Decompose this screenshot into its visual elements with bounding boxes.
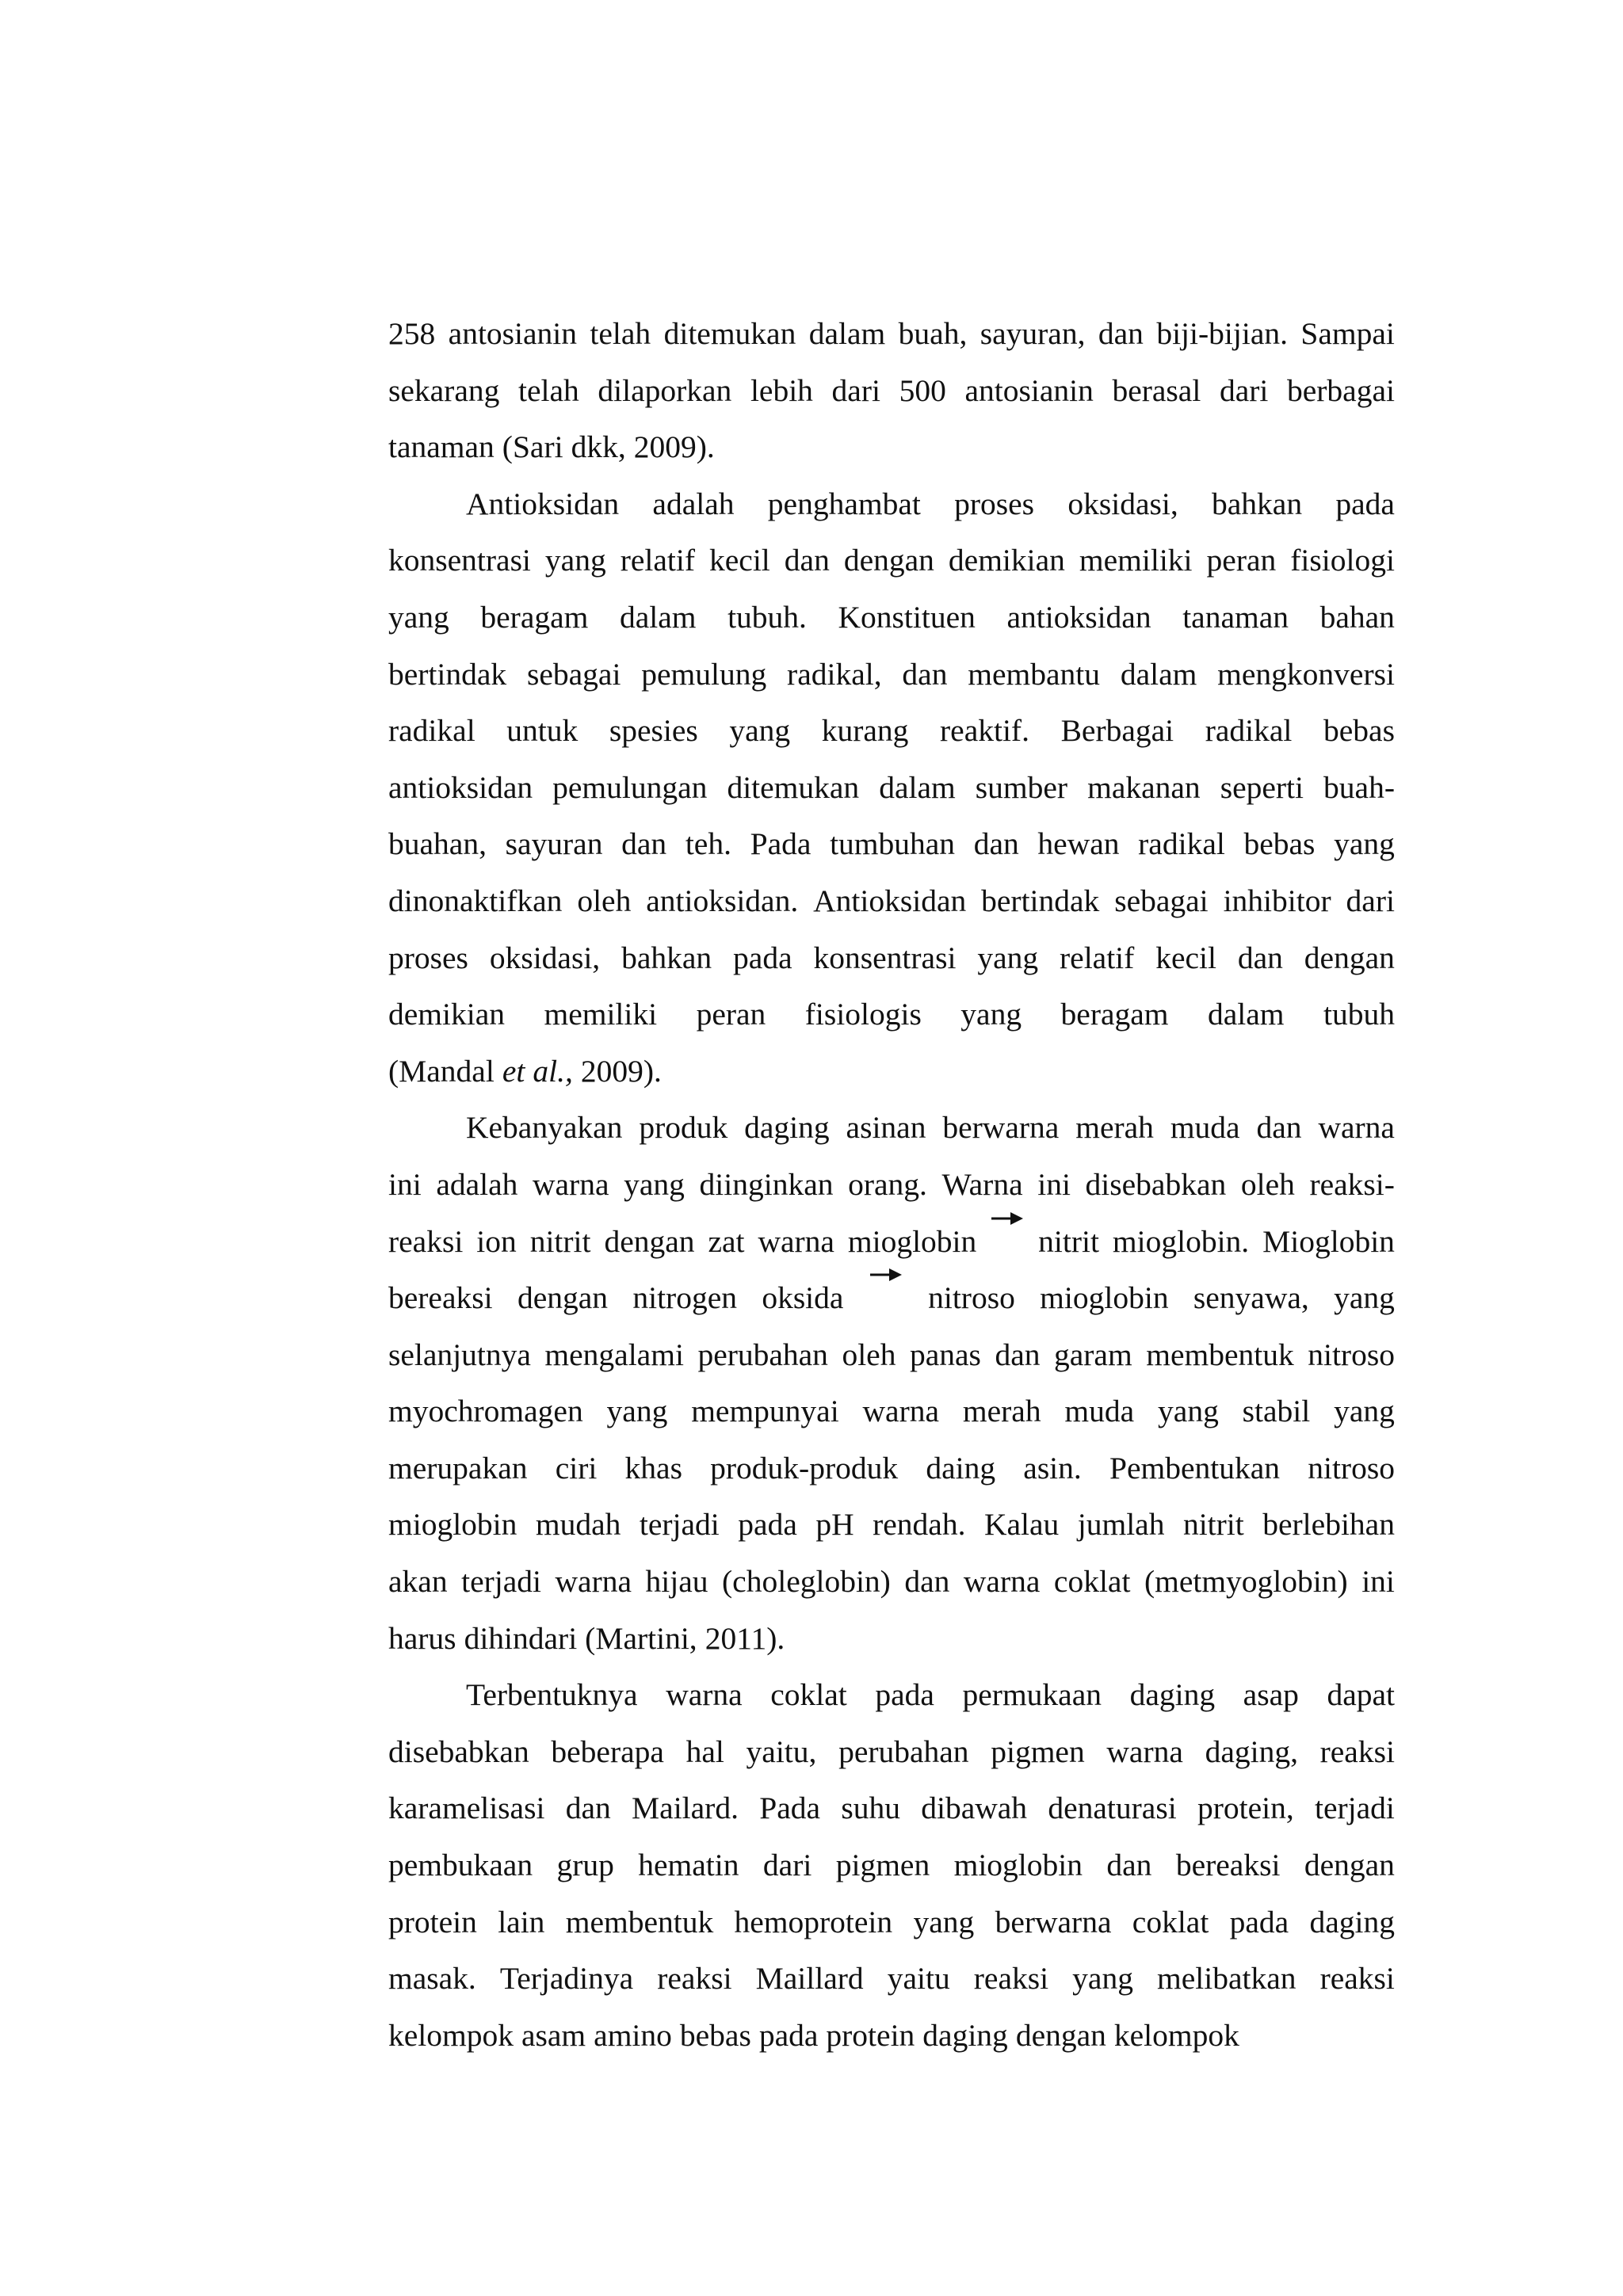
word: bahkan [621, 940, 712, 975]
word: adalah [436, 1166, 518, 1202]
word: dinonaktifkan [388, 883, 563, 918]
word: yang [544, 543, 606, 578]
body-text [388, 306, 1395, 2064]
word: mioglobin [1040, 1280, 1169, 1316]
word: antosianin [448, 316, 578, 351]
word: reaksi [657, 1961, 732, 1997]
text-line [388, 532, 1395, 589]
word: demikian [948, 543, 1065, 578]
word: berasal [1112, 372, 1201, 408]
word: asam [521, 2017, 586, 2053]
word: oksida [762, 1280, 844, 1316]
word: Antioksidan [466, 486, 620, 521]
word: pada [758, 2017, 819, 2053]
word: dan [1237, 940, 1283, 975]
word: (Mandal [388, 1053, 495, 1089]
word: ditemukan [663, 316, 796, 351]
word: kurang [821, 713, 909, 749]
word: bereaksi [1175, 1848, 1281, 1883]
word: radikal [388, 713, 475, 749]
word: daging [922, 2017, 1008, 2053]
word: mudah [535, 1507, 621, 1543]
word: Mioglobin [1262, 1223, 1395, 1259]
text-line [388, 363, 1395, 420]
word: daging, [1205, 1733, 1298, 1769]
word: dengan [517, 1280, 609, 1316]
word: reaksi [1319, 1733, 1395, 1769]
word: proses [954, 486, 1035, 521]
word: dalam [619, 599, 697, 635]
text-line [388, 703, 1395, 760]
word: Mailard. [632, 1791, 739, 1826]
word: disebabkan [1085, 1166, 1227, 1202]
word: relatif [620, 543, 696, 578]
word: perubahan [697, 1337, 828, 1372]
word: bebas [1323, 713, 1395, 749]
word: dalam [1208, 997, 1285, 1032]
word: berlebihan [1262, 1507, 1395, 1543]
word: demikian [388, 997, 505, 1032]
word: disebabkan [388, 1733, 529, 1769]
word: sayuran, [980, 316, 1086, 351]
word: karamelisasi [388, 1791, 545, 1826]
word: proses [388, 940, 468, 975]
text-line [388, 1667, 1395, 1724]
word: relatif [1060, 940, 1135, 975]
word: dari [1219, 372, 1269, 408]
word: yang [960, 997, 1022, 1032]
word: terjadi [1315, 1791, 1395, 1826]
word: Pada [759, 1791, 821, 1826]
word: membantu [968, 656, 1101, 692]
word: peran [1206, 543, 1277, 578]
text-line [388, 873, 1395, 930]
word: mioglobin [847, 1223, 977, 1259]
word: Terjadinya [499, 1961, 634, 1997]
word: buah- [1323, 769, 1395, 805]
word: dan [1106, 1848, 1152, 1883]
word: membentuk [1146, 1337, 1294, 1372]
word: amino [594, 2017, 672, 2053]
word: yang [1072, 1961, 1133, 1997]
word: Terbentuknya [466, 1677, 638, 1713]
word: daging [1309, 1904, 1395, 1939]
word: melibatkan [1157, 1961, 1296, 1997]
word: myochromagen [388, 1394, 583, 1429]
word: khas [624, 1450, 682, 1486]
word: senyawa, [1193, 1280, 1309, 1316]
word: al., [533, 1053, 573, 1089]
word: produk [639, 1110, 728, 1146]
word: mioglobin. [1112, 1223, 1250, 1259]
word: kecil [709, 543, 770, 578]
word: zat [708, 1223, 745, 1259]
word: bereaksi [388, 1280, 493, 1316]
word: pada [738, 1507, 797, 1543]
word: merah [1075, 1110, 1154, 1146]
word: dalam [1120, 656, 1197, 692]
word: dengan [1304, 1848, 1395, 1883]
word: radikal, [787, 656, 882, 692]
word: fisiologi [1290, 543, 1395, 578]
word: merah [962, 1394, 1041, 1429]
text-line [388, 1780, 1395, 1837]
word: makanan [1087, 769, 1201, 805]
text-line [388, 1214, 1395, 1271]
word: oksidasi, [1067, 486, 1178, 521]
word: yang [977, 940, 1039, 975]
word: reaksi- [1309, 1166, 1395, 1202]
word: oleh [842, 1337, 896, 1372]
word: suhu [841, 1791, 900, 1826]
text-line [388, 760, 1395, 817]
text-line [388, 306, 1395, 363]
word: dengan [1015, 2017, 1106, 2053]
word: dan [565, 1791, 611, 1826]
word: tubuh. [727, 599, 807, 635]
word: adalah [652, 486, 735, 521]
word: coklat [770, 1677, 847, 1713]
word: coklat [1053, 1564, 1131, 1600]
word: yaitu [887, 1961, 950, 1997]
word: ciri [555, 1450, 598, 1486]
word: reaktif. [940, 713, 1029, 749]
word: mioglobin [953, 1848, 1083, 1883]
word: pada [733, 940, 792, 975]
word: penghambat [767, 486, 921, 521]
word: kelompok [388, 2017, 514, 2053]
word: dengan [1304, 940, 1395, 975]
word: nitroso [928, 1280, 1015, 1316]
word: diinginkan [699, 1166, 834, 1202]
word: 258 [388, 316, 436, 351]
word: Pada [750, 826, 812, 862]
word: kecil [1155, 940, 1216, 975]
word: bebas [1243, 826, 1316, 862]
word: mempunyai [691, 1394, 839, 1429]
word: daging [1129, 1677, 1216, 1713]
word: dengan [843, 543, 934, 578]
word: hijau [645, 1564, 708, 1600]
text-line [388, 1554, 1395, 1611]
word: 500 [899, 372, 946, 408]
word: harus [388, 1620, 456, 1656]
word: pada [875, 1677, 934, 1713]
word: orang. [848, 1166, 927, 1202]
word: berwarna [942, 1110, 1060, 1146]
word: ini [388, 1166, 422, 1202]
word: tumbuhan [830, 826, 956, 862]
word: yang [1158, 1394, 1219, 1429]
word: Pembentukan [1109, 1450, 1281, 1486]
word: terjadi [461, 1564, 541, 1600]
word: warna [963, 1564, 1041, 1600]
word: (choleglobin) [722, 1564, 891, 1600]
word: garam [1054, 1337, 1132, 1372]
word: ditemukan [727, 769, 860, 805]
word: merupakan [388, 1450, 528, 1486]
word: pemulungan [552, 769, 708, 805]
text-line [388, 1951, 1395, 2008]
word: sebagai [1114, 883, 1209, 918]
word: pigmen [835, 1848, 930, 1883]
word: beragam [1060, 997, 1169, 1032]
word: sayuran [505, 826, 603, 862]
text-line [388, 1327, 1395, 1384]
word: akan [388, 1564, 448, 1600]
word: muda [1170, 1110, 1240, 1146]
word: memiliki [1079, 543, 1193, 578]
word: konsentrasi [388, 543, 531, 578]
word: teh. [685, 826, 731, 862]
word: ini [1361, 1564, 1395, 1600]
word: asin. [1023, 1450, 1082, 1486]
word: 2011). [705, 1620, 785, 1656]
word: (Martini, [585, 1620, 697, 1656]
word: Berbagai [1060, 713, 1174, 749]
word: perubahan [838, 1733, 969, 1769]
word: lebih [750, 372, 813, 408]
text-line [388, 986, 1395, 1043]
word: warna [1318, 1110, 1395, 1146]
word: lain [498, 1904, 545, 1939]
word: oksidasi, [489, 940, 601, 975]
word: dapat [1327, 1677, 1395, 1713]
text-line [388, 1894, 1395, 1951]
word: jumlah [1077, 1507, 1165, 1543]
word: Antioksidan [813, 883, 967, 918]
word: dalam [808, 316, 886, 351]
word: antosianin [964, 372, 1094, 408]
word: hematin [638, 1848, 739, 1883]
word: dari [762, 1848, 812, 1883]
word: warna [1106, 1733, 1183, 1769]
text-line [388, 1724, 1395, 1781]
word: (metmyoglobin) [1144, 1564, 1348, 1600]
word: ini [1037, 1166, 1071, 1202]
word: Warna [941, 1166, 1023, 1202]
word: 2009). [580, 1053, 662, 1089]
word: stabil [1242, 1394, 1311, 1429]
text-line [388, 589, 1395, 646]
word: protein [826, 2017, 915, 2053]
word: hemoprotein [734, 1904, 893, 1939]
text-line [388, 816, 1395, 873]
word: dari [831, 372, 880, 408]
word: bertindak [981, 883, 1100, 918]
word: antioksidan [388, 769, 533, 805]
word: yang [729, 713, 791, 749]
word: kelompok [1113, 2017, 1239, 2053]
word: Sampai [1300, 316, 1395, 351]
text-line [388, 2008, 1395, 2065]
word: dengan [604, 1223, 695, 1259]
word: Kebanyakan [466, 1110, 623, 1146]
word: pada [1229, 1904, 1289, 1939]
word: terjadi [639, 1507, 720, 1543]
word: warna [555, 1564, 632, 1600]
text-line [388, 1611, 1395, 1668]
word: daing [926, 1450, 996, 1486]
text-line [388, 1043, 1395, 1100]
word: dan [904, 1564, 950, 1600]
word: nitroso [1308, 1337, 1395, 1372]
word: yang [1334, 1280, 1395, 1316]
word: nitrit [529, 1223, 591, 1259]
word: radikal [1138, 826, 1225, 862]
arrow-icon [869, 1267, 903, 1324]
word: ion [476, 1223, 517, 1259]
word: membentuk [565, 1904, 714, 1939]
word: dilaporkan [598, 372, 732, 408]
word: sumber [975, 769, 1068, 805]
word: yang [606, 1394, 668, 1429]
word: denaturasi [1048, 1791, 1177, 1826]
word: hal [685, 1733, 724, 1769]
word: untuk [506, 713, 579, 749]
word: bahkan [1212, 486, 1303, 521]
text-line [388, 1157, 1395, 1214]
word: rendah. [873, 1507, 966, 1543]
word: telah [518, 372, 579, 408]
word: pemulung [641, 656, 767, 692]
word: muda [1064, 1394, 1135, 1429]
word: fisiologis [804, 997, 922, 1032]
word: antioksidan. [646, 883, 799, 918]
word: warna [666, 1677, 743, 1713]
word: reaksi [388, 1223, 464, 1259]
word: dkk, [571, 429, 626, 465]
word: yang [624, 1166, 685, 1202]
word: masak. [388, 1961, 476, 1997]
word: pigmen [991, 1733, 1085, 1769]
word: dibawah [921, 1791, 1028, 1826]
word: panas [909, 1337, 981, 1372]
text-line [388, 646, 1395, 704]
word: warna [758, 1223, 834, 1259]
word: tubuh [1323, 997, 1395, 1032]
word: berbagai [1286, 372, 1395, 408]
word: telah [590, 316, 651, 351]
text-line [388, 1497, 1395, 1554]
word: pH [815, 1507, 854, 1543]
word: tanaman [1182, 599, 1289, 635]
word: buahan, [388, 826, 487, 862]
word: asap [1243, 1677, 1299, 1713]
word: 2009). [633, 429, 715, 465]
text-line [388, 419, 1395, 476]
word: beberapa [551, 1733, 664, 1769]
word: produk-produk [710, 1450, 899, 1486]
word: warna [533, 1166, 609, 1202]
word: reaksi [1319, 1961, 1395, 1997]
word: et [502, 1053, 525, 1089]
word: yang [1334, 826, 1395, 862]
word: hewan [1037, 826, 1120, 862]
word: Maillard [755, 1961, 864, 1997]
word: oleh [577, 883, 632, 918]
word: protein, [1197, 1791, 1294, 1826]
word: buah, [898, 316, 968, 351]
word: nitrit [1182, 1507, 1244, 1543]
word: yang [388, 599, 449, 635]
word: reaksi [973, 1961, 1049, 1997]
word: selanjutnya [388, 1337, 531, 1372]
word: sebagai [526, 656, 621, 692]
text-line [388, 1270, 1395, 1327]
word: seperti [1220, 769, 1304, 805]
word: dan [902, 656, 948, 692]
word: bebas [679, 2017, 751, 2053]
word: asinan [846, 1110, 926, 1146]
word: dan [1098, 316, 1144, 351]
word: beragam [480, 599, 589, 635]
word: permukaan [962, 1677, 1102, 1713]
word: dari [1346, 883, 1395, 918]
word: Konstituen [838, 599, 976, 635]
text-line [388, 1440, 1395, 1497]
word: spesies [609, 713, 698, 749]
text-line [388, 1383, 1395, 1440]
word: coklat [1132, 1904, 1209, 1939]
word: warna [862, 1394, 940, 1429]
word: radikal [1205, 713, 1293, 749]
word: peran [696, 997, 766, 1032]
word: mioglobin [388, 1507, 517, 1543]
text-line [388, 930, 1395, 987]
word: protein [388, 1904, 477, 1939]
word: dan [621, 826, 667, 862]
word: berwarna [995, 1904, 1112, 1939]
word: yang [1334, 1394, 1395, 1429]
word: biji-bijian. [1156, 316, 1288, 351]
word: yaitu, [746, 1733, 817, 1769]
word: mengalami [544, 1337, 684, 1372]
word: bertindak [388, 656, 507, 692]
word: daging [744, 1110, 830, 1146]
word: (Sari [502, 429, 563, 465]
word: Kalau [983, 1507, 1060, 1543]
word: yang [913, 1904, 975, 1939]
word: konsentrasi [813, 940, 957, 975]
text-line [388, 1837, 1395, 1894]
word: dan [1256, 1110, 1302, 1146]
word: mengkonversi [1217, 656, 1395, 692]
word: tanaman [388, 429, 495, 465]
word: dalam [879, 769, 956, 805]
word: nitroso [1308, 1450, 1395, 1486]
word: dihindari [464, 1620, 578, 1656]
word: grup [556, 1848, 614, 1883]
word: sekarang [388, 372, 500, 408]
word: dan [973, 826, 1019, 862]
word: antioksidan [1006, 599, 1151, 635]
word: inhibitor [1223, 883, 1331, 918]
word: bahan [1319, 599, 1395, 635]
text-line [388, 1100, 1395, 1157]
word: nitrit [1038, 1223, 1099, 1259]
word: oleh [1240, 1166, 1295, 1202]
word: dan [784, 543, 830, 578]
word: memiliki [544, 997, 658, 1032]
arrow-icon [990, 1211, 1025, 1268]
word: dan [995, 1337, 1041, 1372]
word: pembukaan [388, 1848, 533, 1883]
word: nitrogen [632, 1280, 737, 1316]
word: pada [1335, 486, 1395, 521]
text-line [388, 476, 1395, 533]
